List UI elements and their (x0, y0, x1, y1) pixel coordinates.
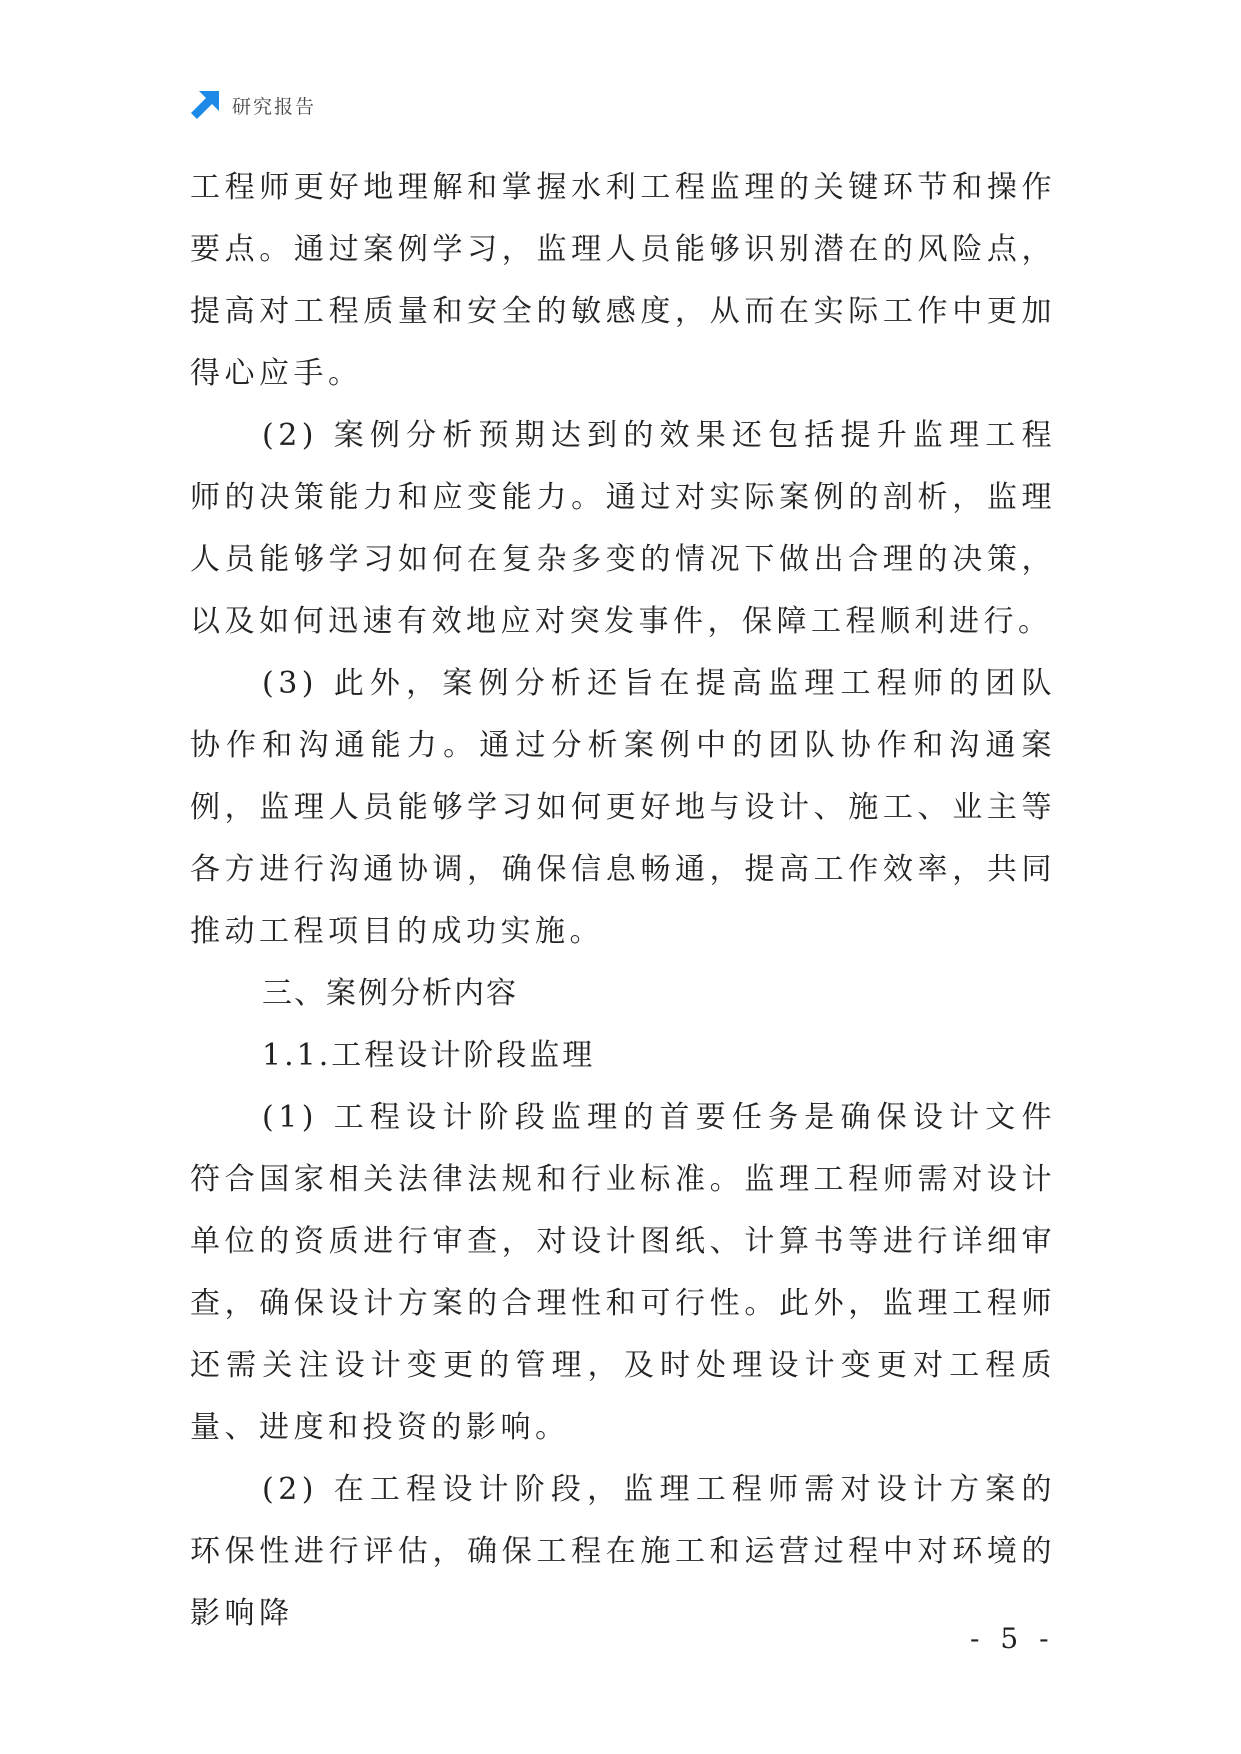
document-body (190, 157, 1056, 1645)
paragraph-design-2: (2) 在工程设计阶段，监理工程师需对设计方案的环保性进行评估，确保工程在施工和运营过程中对环境的影响降 (190, 1472, 1056, 1631)
page-header (190, 90, 316, 120)
paragraph-design-1: (1) 工程设计阶段监理的首要任务是确保设计文件符合国家相关法律法规和行业标准。监理工程师需对设计单位的资质进行审查，对设计图纸、计算书等进行详细审查，确保设计方案的合理性和可行性。此外，监理工程师还需关注设计变更的管理，及时处理设计变更对工程质量、进度和投资的影响。 (190, 1100, 1056, 1445)
paragraph-continuation: 工程师更好地理解和掌握水利工程监理的关键环节和操作要点。通过案例学习，监理人员能够识别潜在的风险点，提高对工程质量和安全的敏感度，从而在实际工作中更加得心应手。 (190, 170, 1056, 391)
paragraph-item-2: (2) 案例分析预期达到的效果还包括提升监理工程师的决策能力和应变能力。通过对实际案例的剖析，监理人员能够学习如何在复杂多变的情况下做出合理的决策，以及如何迅速有效地应对突发事件，保障工程顺利进行。 (190, 418, 1056, 639)
paragraph-item-3: (3) 此外，案例分析还旨在提高监理工程师的团队协作和沟通能力。通过分析案例中的团队协作和沟通案例，监理人员能够学习如何更好地与设计、施工、业主等各方进行沟通协调，确保信息畅通，提高工作效率，共同推动工程项目的成功实施。 (190, 666, 1056, 949)
header-title: 研究报告 (232, 95, 317, 118)
section-heading: 三、案例分析内容 (262, 976, 518, 1011)
arrow-up-right-icon (190, 90, 220, 120)
page-number: - 5 - (970, 1622, 1055, 1655)
subsection-heading: 1.1.工程设计阶段监理 (262, 1038, 596, 1073)
